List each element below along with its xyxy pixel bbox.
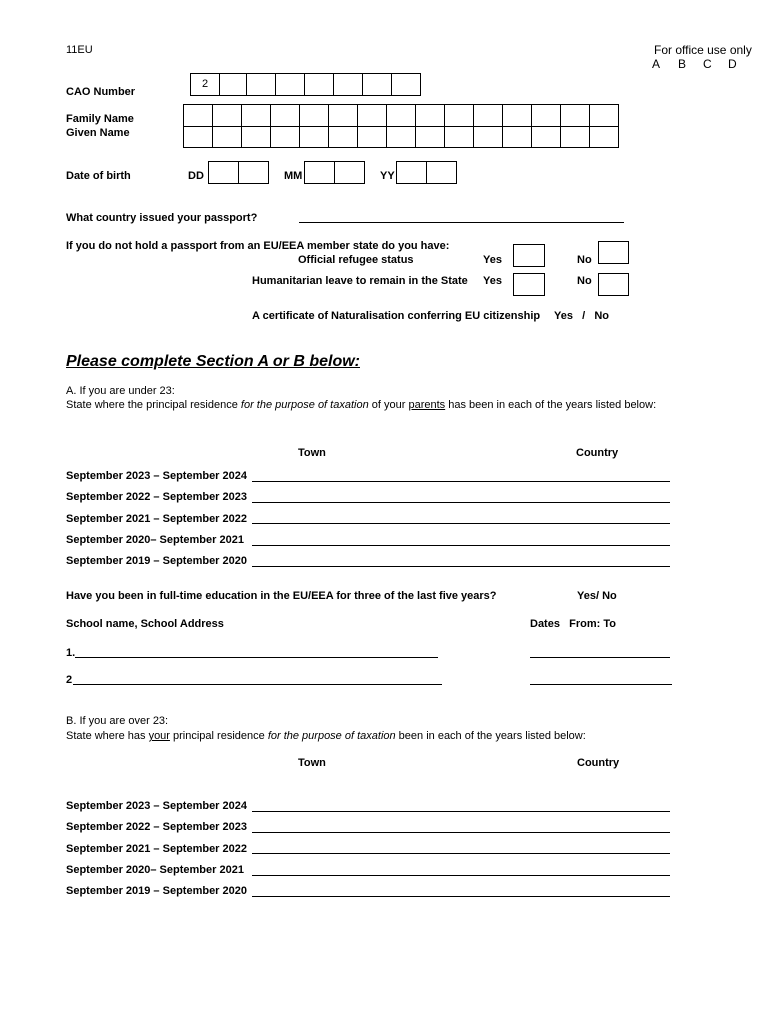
cao-digit-5[interactable] [304, 73, 334, 96]
section-b-town-header: Town [298, 757, 326, 769]
section-b-title: B. If you are over 23: [66, 715, 169, 727]
dob-dd-cell[interactable] [238, 161, 269, 184]
school-2-number: 2 [66, 674, 73, 686]
section-b-year-field[interactable] [252, 853, 670, 854]
naturalisation-label: A certificate of Naturalisation conferring EU citizenship [252, 310, 541, 322]
office-col-a: A [652, 57, 661, 71]
given-name-cell[interactable] [270, 126, 300, 148]
instruction-text: State where has [66, 730, 149, 742]
section-b-year-label: September 2021 – September 2022 [66, 843, 247, 855]
family-name-cell[interactable] [183, 104, 213, 127]
given-name-cell[interactable] [589, 126, 619, 148]
cao-digit-4[interactable] [275, 73, 305, 96]
section-b-year-field[interactable] [252, 896, 670, 897]
dob-mm-grid[interactable] [304, 161, 364, 184]
refugee-status-label: Official refugee status [298, 254, 414, 266]
given-name-cell[interactable] [299, 126, 329, 148]
family-name-cell[interactable] [473, 104, 503, 127]
education-question: Have you been in full-time education in the EU/EEA for three of the last five years? [66, 590, 497, 602]
family-name-cell[interactable] [299, 104, 329, 127]
section-a-year-label: September 2022 – September 2023 [66, 491, 247, 503]
given-name-label: Given Name [66, 127, 130, 139]
dob-yy-cell[interactable] [396, 161, 427, 184]
instruction-text: been in each of the years listed below: [395, 730, 586, 742]
family-name-cell[interactable] [560, 104, 590, 127]
section-a-title: A. If you are under 23: [66, 385, 175, 397]
section-a-year-label: September 2019 – September 2020 [66, 555, 247, 567]
refugee-no-label: No [577, 254, 592, 266]
family-name-cell[interactable] [444, 104, 474, 127]
office-col-c: C [703, 57, 712, 71]
refugee-yes-checkbox[interactable] [513, 244, 545, 267]
section-b-instruction [66, 730, 586, 742]
cao-number-label: CAO Number [66, 86, 136, 98]
dob-yy-grid[interactable] [396, 161, 456, 184]
section-a-country-header: Country [576, 447, 619, 459]
humanitarian-no-checkbox[interactable] [598, 273, 629, 296]
given-name-cell[interactable] [502, 126, 532, 148]
section-b-year-field[interactable] [252, 811, 670, 812]
cao-digit-1[interactable]: 2 [190, 73, 220, 96]
instruction-underline: parents [408, 399, 446, 411]
refugee-yes-label: Yes [483, 254, 502, 266]
section-b-year-label: September 2020– September 2021 [66, 864, 244, 876]
section-heading: Please complete Section A or B below: [66, 353, 360, 370]
passport-country-question: What country issued your passport? [66, 212, 258, 224]
section-a-year-label: September 2020– September 2021 [66, 534, 244, 546]
humanitarian-yes-label: Yes [483, 275, 502, 287]
family-name-grid[interactable] [183, 104, 618, 127]
instruction-text: State where the principal residence [66, 399, 241, 411]
education-yes-no[interactable]: Yes/ No [577, 590, 617, 602]
given-name-cell[interactable] [444, 126, 474, 148]
family-name-cell[interactable] [502, 104, 532, 127]
dob-mm-label: MM [284, 170, 303, 182]
section-a-year-field[interactable] [252, 545, 670, 546]
given-name-cell[interactable] [241, 126, 271, 148]
family-name-cell[interactable] [531, 104, 561, 127]
refugee-no-checkbox[interactable] [598, 241, 629, 264]
given-name-cell[interactable] [473, 126, 503, 148]
school-2-field[interactable] [73, 684, 442, 685]
given-name-cell[interactable] [531, 126, 561, 148]
office-col-b: B [678, 57, 687, 71]
humanitarian-yes-checkbox[interactable] [513, 273, 545, 296]
given-name-cell[interactable] [183, 126, 213, 148]
school-1-number: 1. [66, 647, 76, 659]
family-name-cell[interactable] [241, 104, 271, 127]
section-a-year-field[interactable] [252, 502, 670, 503]
given-name-cell[interactable] [386, 126, 416, 148]
section-a-town-header: Town [298, 447, 326, 459]
dob-mm-cell[interactable] [334, 161, 365, 184]
dob-dd-grid[interactable] [208, 161, 268, 184]
humanitarian-leave-label: Humanitarian leave to remain in the State [252, 275, 468, 287]
given-name-cell[interactable] [328, 126, 358, 148]
office-col-d: D [728, 57, 737, 71]
dob-yy-label: YY [380, 170, 395, 182]
section-a-year-field[interactable] [252, 523, 670, 524]
dates-label: Dates From: To [530, 618, 616, 630]
instruction-italic: for the purpose of taxation [240, 399, 369, 411]
cao-digit-2[interactable] [219, 73, 247, 96]
section-b-country-header: Country [577, 757, 620, 769]
office-use-columns [652, 57, 737, 71]
section-b-year-field[interactable] [252, 832, 670, 833]
school-1-dates-field[interactable] [530, 657, 670, 658]
section-a-year-field[interactable] [252, 481, 670, 482]
instruction-italic: for the purpose of taxation [267, 730, 396, 742]
given-name-cell[interactable] [560, 126, 590, 148]
family-name-cell[interactable] [270, 104, 300, 127]
section-b-year-label: September 2019 – September 2020 [66, 885, 247, 897]
form-code: 11EU [66, 44, 93, 56]
instruction-underline: your [148, 730, 170, 742]
family-name-cell[interactable] [589, 104, 619, 127]
cao-number-grid[interactable] [190, 73, 420, 96]
given-name-cell[interactable] [357, 126, 387, 148]
school-label: School name, School Address [66, 618, 224, 630]
instruction-text: of your [368, 399, 409, 411]
cao-digit-7[interactable] [362, 73, 392, 96]
section-b-year-label: September 2023 – September 2024 [66, 800, 247, 812]
given-name-grid[interactable] [183, 126, 618, 148]
instruction-text: principal residence [169, 730, 268, 742]
given-name-cell[interactable] [212, 126, 242, 148]
family-name-cell[interactable] [386, 104, 416, 127]
family-name-cell[interactable] [415, 104, 445, 127]
section-a-year-field[interactable] [252, 566, 670, 567]
dob-yy-cell[interactable] [426, 161, 457, 184]
family-name-label: Family Name [66, 113, 134, 125]
family-name-cell[interactable] [357, 104, 387, 127]
dob-label: Date of birth [66, 170, 131, 182]
school-2-dates-field[interactable] [530, 684, 672, 685]
non-eu-passport-question: If you do not hold a passport from an EU/EEA member state do you have: [66, 240, 450, 252]
instruction-text: has been in each of the years listed below: [445, 399, 657, 411]
dob-dd-cell[interactable] [208, 161, 239, 184]
section-a-year-label: September 2021 – September 2022 [66, 513, 247, 525]
cao-digit-3[interactable] [246, 73, 276, 96]
given-name-cell[interactable] [415, 126, 445, 148]
cao-digit-6[interactable] [333, 73, 363, 96]
naturalisation-yes-no[interactable]: Yes / No [554, 310, 610, 322]
cao-digit-8[interactable] [391, 73, 421, 96]
humanitarian-no-label: No [577, 275, 592, 287]
dob-dd-label: DD [188, 170, 204, 182]
section-a-instruction [66, 399, 656, 411]
section-b-year-label: September 2022 – September 2023 [66, 821, 247, 833]
family-name-cell[interactable] [212, 104, 242, 127]
section-b-year-field[interactable] [252, 875, 670, 876]
office-use-label: For office use only [654, 43, 752, 57]
family-name-cell[interactable] [328, 104, 358, 127]
school-1-field[interactable] [75, 657, 438, 658]
section-a-year-label: September 2023 – September 2024 [66, 470, 247, 482]
dob-mm-cell[interactable] [304, 161, 335, 184]
passport-country-field[interactable] [299, 222, 624, 223]
